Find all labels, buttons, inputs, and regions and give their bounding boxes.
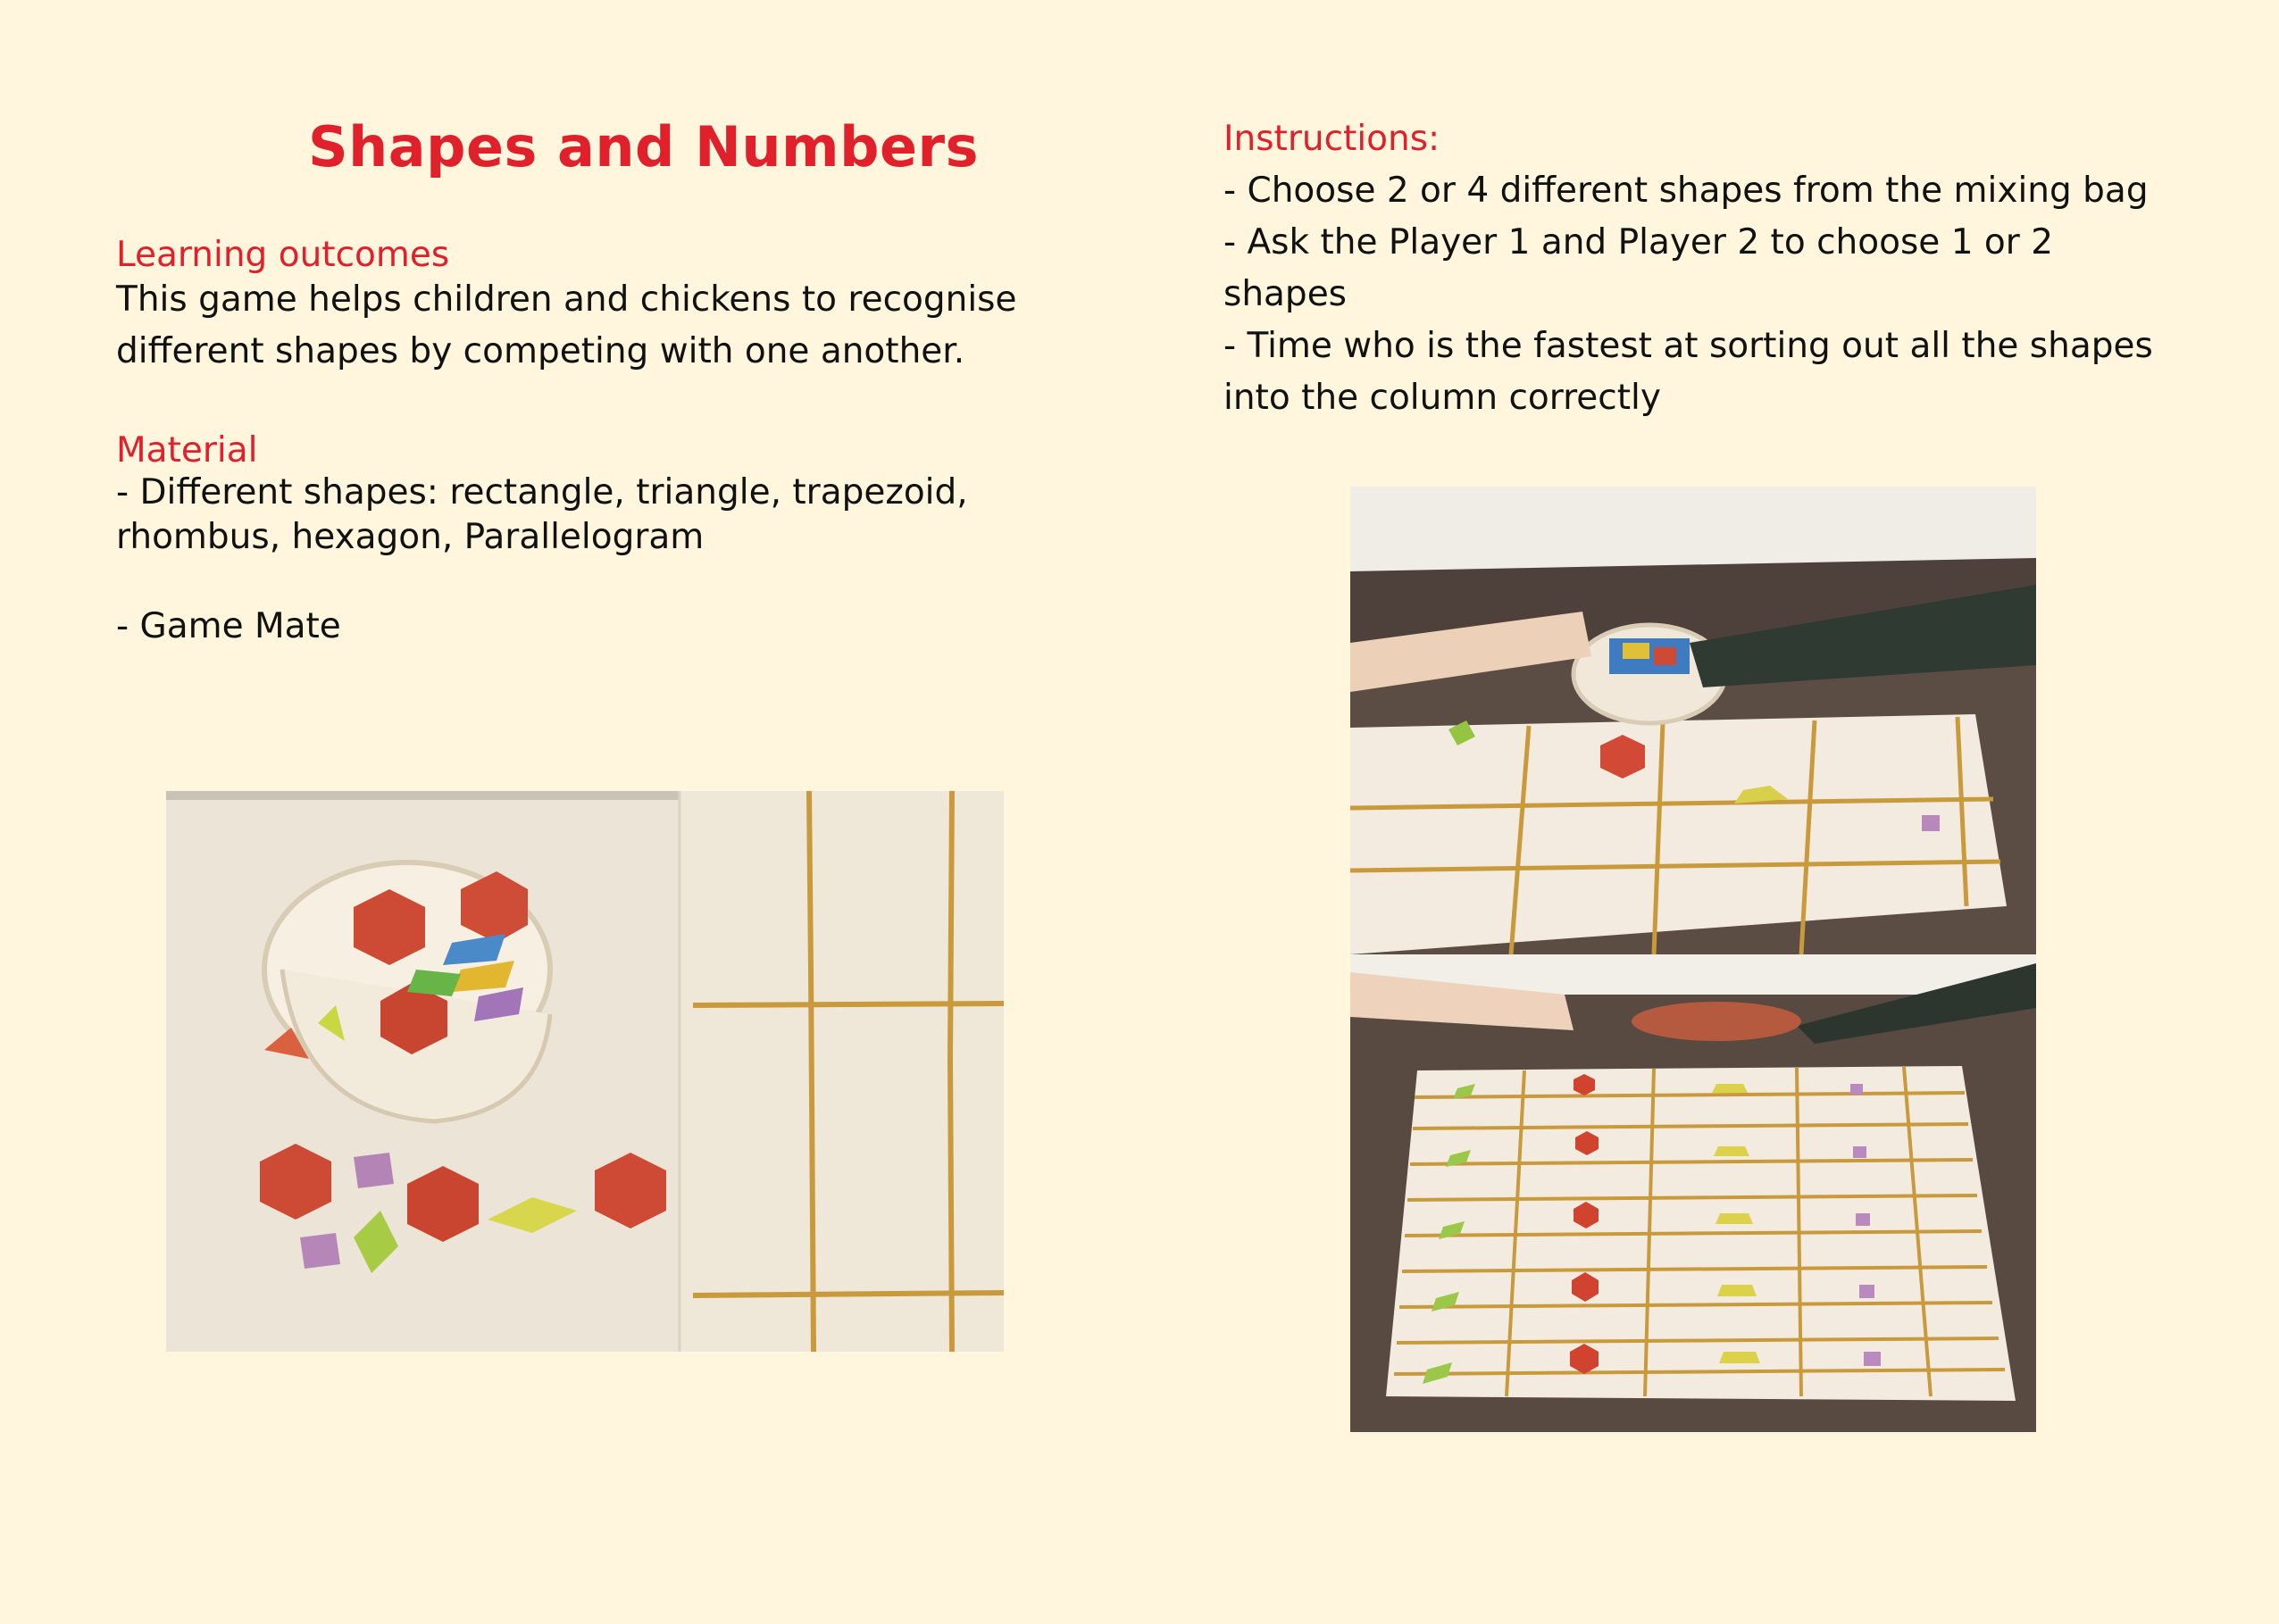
photo-players-bag <box>1350 487 2036 954</box>
instructions-line: - Time who is the fastest at sorting out all the shapes <box>1223 326 2153 366</box>
instructions-line: - Choose 2 or 4 different shapes from the mixing bag <box>1223 171 2149 211</box>
instructions-line: - Ask the Player 1 and Player 2 to choose 1 or 2 <box>1223 222 2054 262</box>
learning-outcomes-line: different shapes by competing with one another. <box>116 331 965 371</box>
material-text <box>116 471 968 649</box>
instructions-line: shapes <box>1223 274 1348 314</box>
material-line: - Game Mate <box>116 606 341 646</box>
learning-outcomes-line: This game helps children and chickens to recognise <box>116 279 1017 320</box>
instructions-text <box>1223 165 2153 424</box>
photo-sorted-mat <box>1350 954 2036 1432</box>
page-title: Shapes and Numbers <box>308 114 980 179</box>
material-line: rhombus, hexagon, Parallelogram <box>116 517 705 557</box>
learning-outcomes-heading: Learning outcomes <box>116 235 450 275</box>
instructions-line: into the column correctly <box>1223 378 1661 418</box>
learning-outcomes-text <box>116 274 1017 378</box>
material-line: - Different shapes: rectangle, triangle, trapezoid, <box>116 472 968 512</box>
instructions-heading: Instructions: <box>1223 119 1440 159</box>
photo-shapes-bag <box>166 791 1004 1352</box>
material-heading: Material <box>116 430 258 471</box>
